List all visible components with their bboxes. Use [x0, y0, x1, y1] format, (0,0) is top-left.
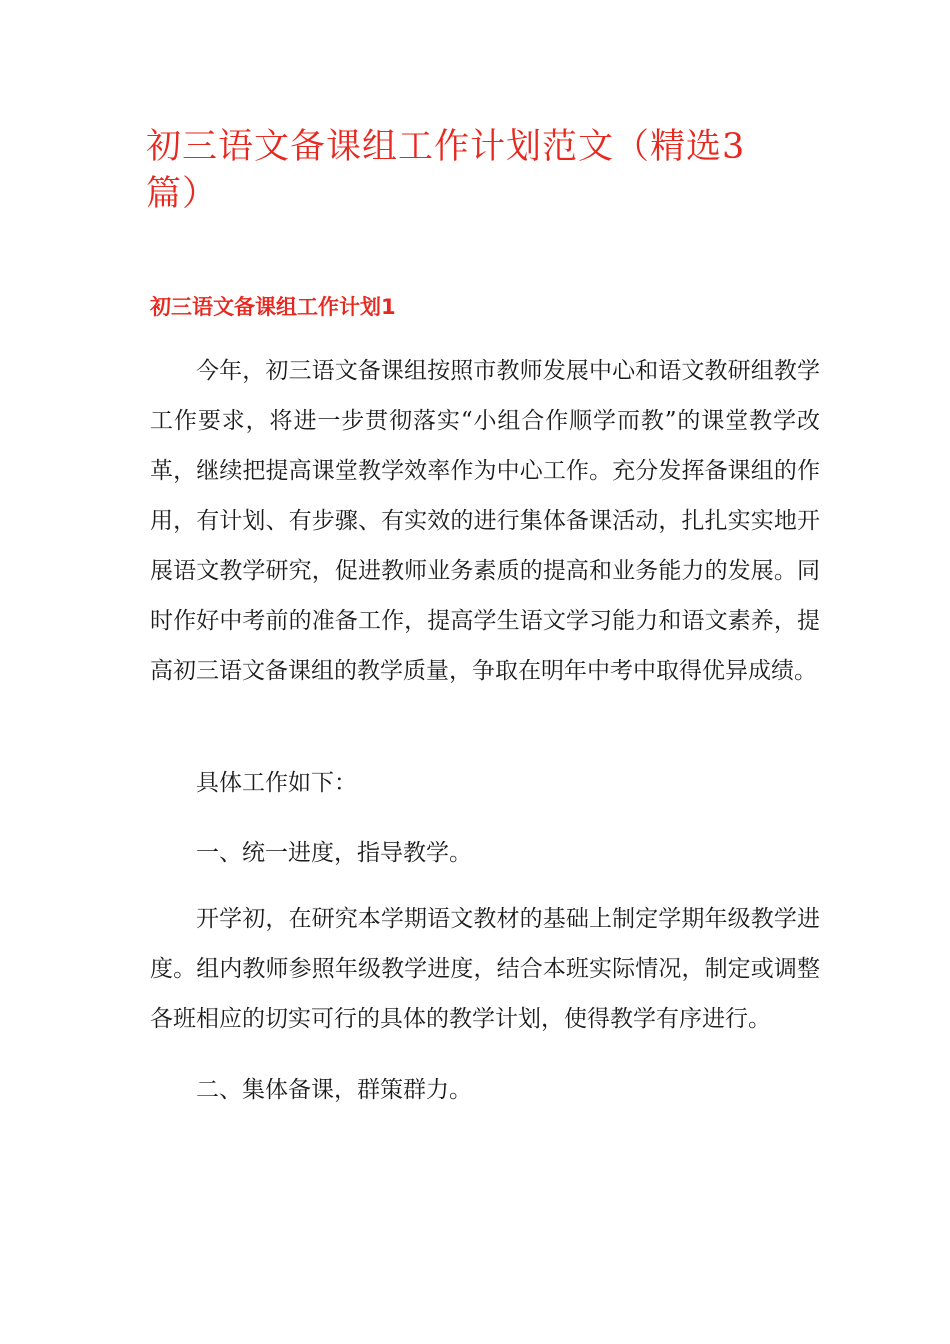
- paragraph-intro: 今年，初三语文备课组按照市教师发展中心和语文教研组教学工作要求，将进一步贯彻落实“小组合作顺学而教”的课堂教学改革，继续把提高课堂教学效率作为中心工作。充分发挥备课组的作用，有计划、有步骤、有实效的进行集体备课活动，扎扎实实地开展语文教学研究，促进教师业务素质的提高和业务能力的发展。同时作好中考前的准备工作，提高学生语文学习能力和语文素养，提高初三语文备课组的教学质量，争取在明年中考中取得优异成绩。: [150, 358, 820, 684]
- paragraph-work-details: 具体工作如下：: [196, 770, 357, 796]
- section-heading: 初三语文备课组工作计划1: [150, 295, 396, 319]
- paragraph-item-one-heading: 一、统一进度，指导教学。: [196, 840, 472, 866]
- paragraph-item-two-heading: 二、集体备课，群策群力。: [196, 1077, 472, 1103]
- document-title: 初三语文备课组工作计划范文（精选3篇）: [146, 127, 746, 214]
- paragraph-item-one-body: 开学初，在研究本学期语文教材的基础上制定学期年级教学进度。组内教师参照年级教学进度，结合本班实际情况，制定或调整各班相应的切实可行的具体的教学计划，使得教学有序进行。: [150, 906, 820, 1032]
